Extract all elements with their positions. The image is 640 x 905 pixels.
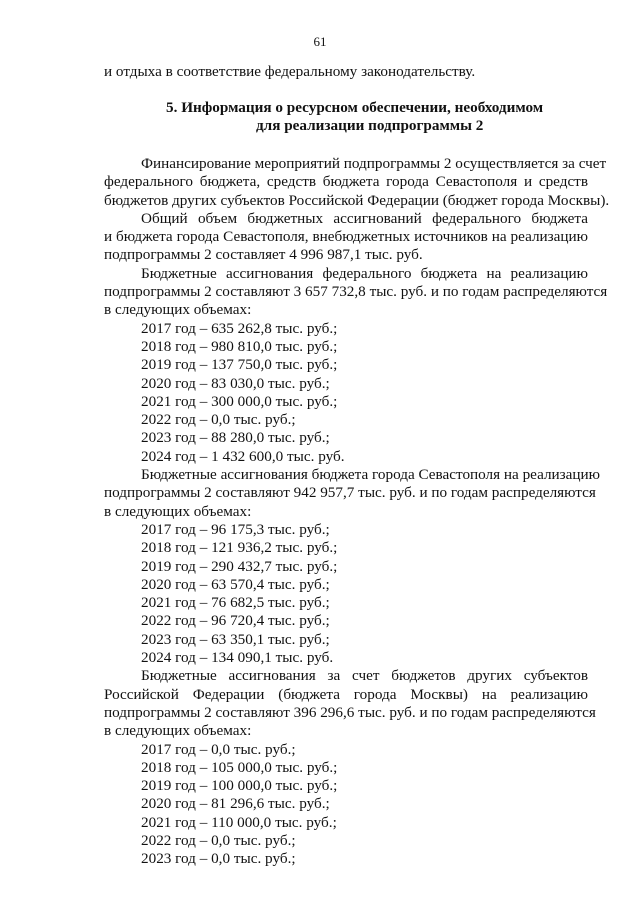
intro-text (104, 63, 588, 81)
list-item: 2018 год – 121 936,2 тыс. руб.; (141, 539, 338, 557)
list-item: 2018 год – 105 000,0 тыс. руб.; (141, 758, 338, 776)
page-number: 61 (313, 34, 327, 49)
paragraph-line: Российской Федерации (бюджета города Москвы) на реализацию (104, 685, 588, 703)
paragraph-line: бюджетов других субъектов Российской Федерации (бюджет города Москвы). (104, 191, 610, 209)
paragraph-line: в следующих объемах: (104, 722, 252, 740)
list-item: 2023 год – 63 350,1 тыс. руб.; (141, 630, 330, 648)
list-item: 2022 год – 0,0 тыс. руб.; (141, 411, 296, 429)
list-item: 2022 год – 96 720,4 тыс. руб.; (141, 612, 330, 630)
paragraph-line: в следующих объемах: (104, 502, 252, 520)
list-item: 2021 год – 110 000,0 тыс. руб.; (141, 813, 337, 831)
list-item: 2021 год – 76 682,5 тыс. руб.; (141, 594, 330, 612)
paragraph-line: Бюджетные ассигнования бюджета города Севастополя на реализацию (141, 466, 601, 484)
list-item: 2023 год – 88 280,0 тыс. руб.; (141, 429, 330, 447)
paragraph-line: в следующих объемах: (104, 301, 252, 319)
list-item: 2023 год – 0,0 тыс. руб.; (141, 850, 296, 868)
list-item: 2024 год – 134 090,1 тыс. руб. (141, 649, 334, 667)
intro-line: и отдыха в соответствие федеральному законодательству. (104, 63, 476, 80)
paragraph-line: и бюджета города Севастополя, внебюджетных источников на реализацию (104, 228, 588, 246)
list-item: 2019 год – 100 000,0 тыс. руб.; (141, 777, 338, 795)
list-item: 2017 год – 0,0 тыс. руб.; (141, 740, 296, 758)
section-heading-line-2: для реализации подпрограммы 2 (256, 117, 484, 135)
list-item: 2022 год – 0,0 тыс. руб.; (141, 831, 296, 849)
section-heading (104, 99, 588, 136)
list-item: 2020 год – 81 296,6 тыс. руб.; (141, 795, 330, 813)
paragraph-line: Бюджетные ассигнования федерального бюджета на реализацию (141, 264, 588, 282)
paragraph-line: подпрограммы 2 составляют 942 957,7 тыс. руб. и по годам распределяются (104, 484, 596, 502)
list-item: 2021 год – 300 000,0 тыс. руб.; (141, 392, 338, 410)
body-text (104, 155, 610, 869)
list-item: 2020 год – 63 570,4 тыс. руб.; (141, 575, 330, 593)
paragraph-line: федерального бюджета, средств бюджета города Севастополя и средств (104, 173, 588, 191)
paragraph-line: Общий объем бюджетных ассигнований федерального бюджета (141, 209, 588, 227)
list-item: 2017 год – 96 175,3 тыс. руб.; (141, 520, 330, 538)
list-item: 2019 год – 137 750,0 тыс. руб.; (141, 356, 338, 374)
list-item: 2018 год – 980 810,0 тыс. руб.; (141, 337, 338, 355)
list-item: 2024 год – 1 432 600,0 тыс. руб. (141, 447, 345, 465)
paragraph-line: подпрограммы 2 составляют 396 296,6 тыс. руб. и по годам распределяются (104, 703, 596, 721)
list-item: 2019 год – 290 432,7 тыс. руб.; (141, 557, 338, 575)
paragraph-line: подпрограммы 2 составляют 3 657 732,8 тыс. руб. и по годам распределяются (104, 283, 608, 301)
paragraph-line: Финансирование мероприятий подпрограммы 2 осуществляется за счет (141, 155, 607, 172)
paragraph-line: подпрограммы 2 составляет 4 996 987,1 тыс. руб. (104, 246, 423, 264)
paragraph-line: Бюджетные ассигнования за счет бюджетов других субъектов (141, 667, 588, 685)
section-heading-line-1: 5. Информация о ресурсном обеспечении, необходимом (166, 99, 544, 116)
list-item: 2020 год – 83 030,0 тыс. руб.; (141, 374, 330, 392)
list-item: 2017 год – 635 262,8 тыс. руб.; (141, 319, 338, 337)
